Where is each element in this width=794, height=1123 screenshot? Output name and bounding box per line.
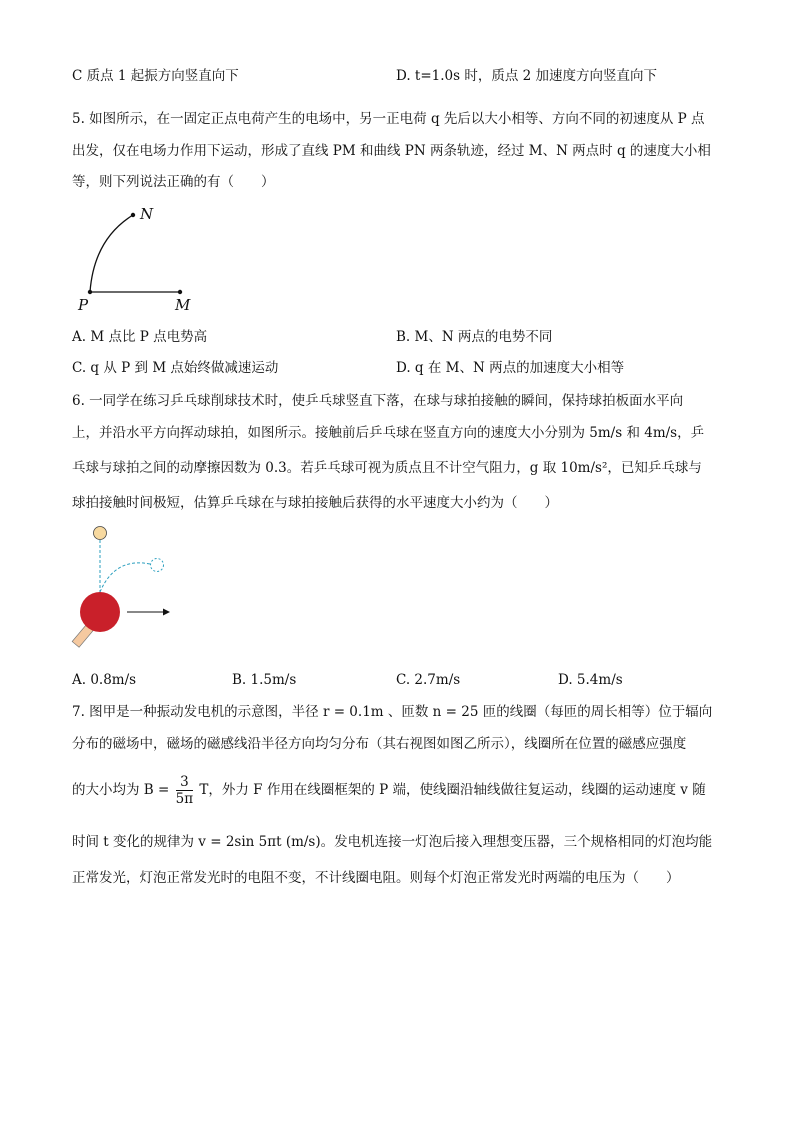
point-p [88, 290, 92, 294]
q7-stem-line1: 7. 图甲是一种振动发电机的示意图，半径 r = 0.1m 、匝数 n = 25 匝的线圈（每匝的周长相等）位于辐向 [72, 704, 713, 720]
paddle-head [80, 592, 120, 632]
point-n [131, 213, 135, 217]
label-n: N [140, 205, 154, 223]
q7-stem-line2: 分布的磁场中，磁场的磁感线沿半径方向均匀分布（其右视图如图乙所示），线圈所在位置的磁感应强度 [72, 736, 687, 752]
label-m: M [175, 296, 191, 314]
q5-stem-line1: 5. 如图所示，在一固定正点电荷产生的电场中，另一正电荷 q 先后以大小相等、方向不同的初速度从 P 点 [72, 111, 705, 127]
q6-stem-line4: 球拍接触时间极短，估算乒乓球在与球拍接触后获得的水平速度大小约为（ ） [72, 495, 558, 511]
q5-option-c: C. q 从 P 到 M 点始终做减速运动 [72, 360, 279, 376]
q4-option-d: D. t=1.0s 时，质点 2 加速度方向竖直向下 [396, 68, 658, 84]
q5-option-a: A. M 点比 P 点电势高 [72, 329, 208, 345]
ghost-ball [151, 559, 164, 572]
b-fraction-denominator: 5π [175, 791, 194, 807]
q7-line3-suffix: T，外力 F 作用在线圈框架的 P 端，使线圈沿轴线做往复运动，线圈的运动速度 v 随 [199, 782, 706, 798]
q6-pingpong-figure [70, 522, 180, 652]
b-fraction [176, 774, 193, 807]
q7-stem-line4: 时间 t 变化的规律为 v = 2sin 5πt (m/s)。发电机连接一灯泡后接入理想变压器，三个规格相同的灯泡均能 [72, 834, 713, 850]
point-m [178, 290, 182, 294]
bounce-path-dashed [100, 563, 150, 592]
q4-option-c: C 质点 1 起振方向竖直向下 [72, 68, 239, 84]
pingpong-ball [94, 527, 107, 540]
q5-stem-line3: 等，则下列说法正确的有（ ） [72, 174, 275, 190]
q5-stem-line2: 出发，仅在电场力作用下运动，形成了直线 PM 和曲线 PN 两条轨迹，经过 M、N 两点时 q 的速度大小相 [72, 143, 711, 159]
curve-pn [90, 215, 133, 292]
velocity-arrowhead [163, 609, 170, 616]
b-fraction-numerator: 3 [176, 774, 193, 791]
q6-option-c: C. 2.7m/s [396, 672, 461, 688]
q5-option-b: B. M、N 两点的电势不同 [396, 329, 553, 345]
q7-stem-line5: 正常发光，灯泡正常发光时的电阻不变，不计线圈电阻。则每个灯泡正常发光时两端的电压为（ ） [72, 870, 680, 886]
q6-stem-line2: 上，并沿水平方向挥动球拍，如图所示。接触前后乒乓球在竖直方向的速度大小分别为 5m/s 和 4m/s，乒 [72, 425, 705, 441]
label-p: P [78, 296, 89, 314]
q7-stem-line3 [72, 770, 706, 810]
q6-option-d: D. 5.4m/s [558, 672, 623, 688]
q7-line3-prefix: 的大小均为 B = [72, 782, 170, 798]
q6-stem-line1: 6. 一同学在练习乒乓球削球技术时，使乒乓球竖直下落，在球与球拍接触的瞬间，保持球拍板面水平向 [72, 393, 684, 409]
q6-option-b: B. 1.5m/s [232, 672, 297, 688]
q5-option-d: D. q 在 M、N 两点的加速度大小相等 [396, 360, 625, 376]
q6-option-a: A. 0.8m/s [72, 672, 137, 688]
q6-stem-line3: 乓球与球拍之间的动摩擦因数为 0.3。若乒乓球可视为质点且不计空气阻力，g 取 10m/s²，已知乒乓球与 [72, 460, 702, 476]
